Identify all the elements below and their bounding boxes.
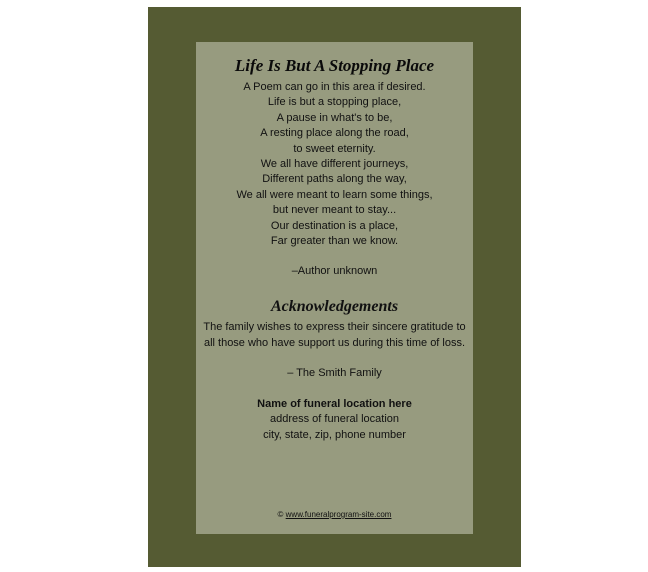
poem-line: We all have different journeys, xyxy=(260,158,409,171)
location-address: address of funeral location xyxy=(269,413,400,426)
poem-line: to sweet eternity. xyxy=(293,142,376,155)
content-panel xyxy=(196,42,473,534)
poem-body xyxy=(196,80,473,249)
poem-line: A Poem can go in this area if desired. xyxy=(243,81,426,93)
poem-line: but never meant to stay... xyxy=(272,204,397,217)
poem-author: –Author unknown xyxy=(291,265,378,278)
poem-line: Different paths along the way, xyxy=(262,173,407,186)
website-link[interactable]: www.funeralprogram-site.com xyxy=(285,510,392,519)
poem-line: We all were meant to learn some things, xyxy=(236,188,433,201)
copyright-symbol: © xyxy=(277,510,284,519)
poem-title: Life Is But A Stopping Place xyxy=(234,56,435,75)
poem-line: A resting place along the road, xyxy=(260,127,409,140)
footer xyxy=(196,510,473,520)
acknowledgements-title: Acknowledgements xyxy=(270,298,399,316)
poem-line: A pause in what's to be, xyxy=(276,111,393,124)
poem-line: Life is but a stopping place, xyxy=(267,96,402,109)
poem-line: Our destination is a place, xyxy=(270,219,399,232)
location-name: Name of funeral location here xyxy=(257,398,412,411)
acknowledgements-text: The family wishes to express their sincere gratitude to all those who have support us during this time of loss. xyxy=(203,321,466,349)
poem-line: Far greater than we know. xyxy=(270,235,399,248)
acknowledgements-signature: – The Smith Family xyxy=(287,367,382,380)
program-card xyxy=(148,7,521,567)
location-city-line: city, state, zip, phone number xyxy=(263,428,406,441)
